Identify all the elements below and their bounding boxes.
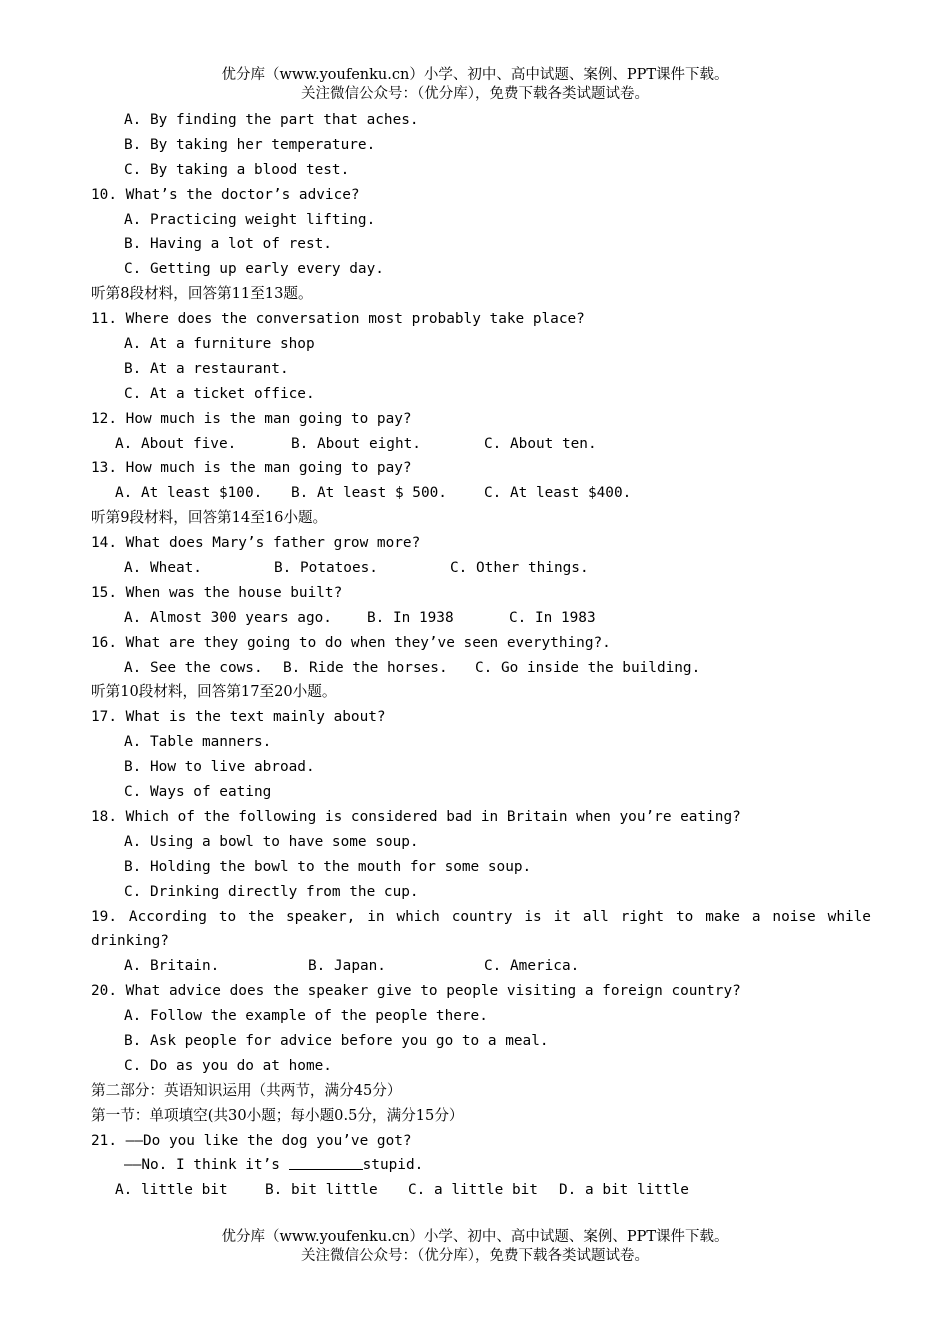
q21-line-1: 21. ——Do you like the dog you’ve got?: [91, 1132, 412, 1149]
q13-option-a: A. At least $100.: [115, 485, 263, 502]
q9-option-b: B. By taking her temperature.: [124, 136, 376, 153]
q19-word: a: [751, 908, 761, 925]
q19-stem-continued: drinking?: [91, 933, 169, 950]
footer-line-1: 优分库（www.youfenku.cn）小学、初中、高中试题、案例、PPT课件下载。: [221, 1229, 729, 1245]
q16-option-c: C. Go inside the building.: [475, 659, 701, 676]
q13-option-c: C. At least $400.: [484, 485, 632, 502]
q19-word: to: [675, 908, 694, 925]
exam-body: [91, 108, 871, 1203]
q20-option-a: A. Follow the example of the people there.: [124, 1008, 488, 1025]
q15-option-b: B. In 1938: [367, 609, 454, 626]
q17-option-a: A. Table manners.: [124, 734, 272, 751]
q19-word: which: [396, 908, 440, 925]
q10-option-b: B. Having a lot of rest.: [124, 236, 332, 253]
q15-stem: 15. When was the house built?: [91, 584, 343, 601]
part-2-section-1-heading: 第一节：单项填空(共30小题；每小题0.5分，满分15分）: [91, 1106, 464, 1124]
q19-word: speaker,: [286, 908, 356, 925]
q14-option-b: B. Potatoes.: [274, 560, 378, 577]
q12-option-c: C. About ten.: [484, 435, 597, 452]
q15-options: [91, 606, 871, 631]
q18-stem: 18. Which of the following is considered bad in Britain when you’re eating?: [91, 808, 741, 825]
q18-option-c: C. Drinking directly from the cup.: [124, 883, 419, 900]
q10-option-c: C. Getting up early every day.: [124, 261, 384, 278]
q19-option-c: C. America.: [484, 958, 580, 975]
q16-stem: 16. What are they going to do when they’ve seen everything?.: [91, 634, 611, 651]
q18-option-b: B. Holding the bowl to the mouth for some soup.: [124, 858, 532, 875]
q18-option-a: A. Using a bowl to have some soup.: [124, 833, 419, 850]
q12-option-b: B. About eight.: [291, 435, 421, 452]
q16-option-a: A. See the cows.: [124, 659, 263, 676]
page-header: [0, 66, 950, 104]
q19-word: 19.: [91, 908, 117, 925]
q19-word: country: [451, 908, 513, 925]
q14-stem: 14. What does Mary’s father grow more?: [91, 535, 421, 552]
q19-word: is: [524, 908, 542, 925]
q17-option-c: C. Ways of eating: [124, 784, 272, 801]
q19-word: all: [582, 908, 609, 925]
q19-stem: [91, 905, 871, 930]
q15-option-a: A. Almost 300 years ago.: [124, 609, 332, 626]
header-line-1: 优分库（www.youfenku.cn）小学、初中、高中试题、案例、PPT课件下载。: [221, 67, 729, 83]
q19-word: noise: [772, 908, 816, 925]
q21-option-a: A. little bit: [115, 1182, 228, 1199]
q12-options: [91, 432, 871, 457]
q14-options: [91, 556, 871, 581]
q11-option-a: A. At a furniture shop: [124, 336, 315, 353]
q13-stem: 13. How much is the man going to pay?: [91, 460, 412, 477]
section-9-heading: 听第9段材料，回答第14至16小题。: [91, 509, 328, 527]
page-footer: [0, 1228, 950, 1266]
q13-option-b: B. At least $ 500.: [291, 485, 447, 502]
q20-option-c: C. Do as you do at home.: [124, 1057, 332, 1074]
q19-word: in: [367, 908, 385, 925]
footer-line-2: 关注微信公众号：（优分库），免费下载各类试题试卷。: [301, 1248, 649, 1264]
q10-stem: 10. What’s the doctor’s advice?: [91, 186, 360, 203]
q12-stem: 12. How much is the man going to pay?: [91, 410, 412, 427]
q14-option-c: C. Other things.: [450, 560, 589, 577]
q19-word: According: [128, 908, 207, 925]
q14-option-a: A. Wheat.: [124, 560, 202, 577]
q16-options: [91, 656, 871, 681]
q12-option-a: A. About five.: [115, 435, 237, 452]
q21-line-2-before-blank: ——No. I think it’s: [124, 1157, 289, 1174]
q19-word: the: [248, 908, 275, 925]
header-line-2: 关注微信公众号：（优分库），免费下载各类试题试卷。: [301, 86, 649, 102]
q21-answer-blank: [289, 1153, 363, 1170]
q21-option-d: D. a bit little: [559, 1182, 689, 1199]
q21-option-c: C. a little bit: [408, 1182, 538, 1199]
q10-option-a: A. Practicing weight lifting.: [124, 211, 376, 228]
q16-option-b: B. Ride the horses.: [283, 659, 448, 676]
q17-stem: 17. What is the text mainly about?: [91, 709, 386, 726]
q9-option-c: C. By taking a blood test.: [124, 161, 350, 178]
q21-line-2: [91, 1153, 871, 1178]
q20-option-b: B. Ask people for advice before you go to a meal.: [124, 1032, 549, 1049]
q19-word: it: [553, 908, 571, 925]
q11-option-c: C. At a ticket office.: [124, 385, 315, 402]
section-8-heading: 听第8段材料，回答第11至13题。: [91, 285, 313, 303]
part-2-heading: 第二部分：英语知识运用（共两节，满分45分）: [91, 1081, 402, 1099]
q13-options: [91, 481, 871, 506]
q19-options: [91, 954, 871, 979]
q11-option-b: B. At a restaurant.: [124, 360, 289, 377]
q21-line-2-after-blank: stupid.: [362, 1157, 424, 1174]
q19-option-a: A. Britain.: [124, 958, 220, 975]
q21-option-b: B. bit little: [265, 1182, 378, 1199]
q19-word: while: [827, 908, 871, 925]
q17-option-b: B. How to live abroad.: [124, 759, 315, 776]
q21-options: [91, 1178, 871, 1203]
q19-word: to: [218, 908, 237, 925]
q19-word: make: [705, 908, 740, 925]
q19-option-b: B. Japan.: [308, 958, 386, 975]
q20-stem: 20. What advice does the speaker give to people visiting a foreign country?: [91, 983, 741, 1000]
q15-option-c: C. In 1983: [509, 609, 596, 626]
q19-word: right: [620, 908, 665, 925]
q9-option-a: A. By finding the part that aches.: [124, 112, 419, 128]
q11-stem: 11. Where does the conversation most probably take place?: [91, 311, 585, 328]
section-10-heading: 听第10段材料，回答第17至20小题。: [91, 683, 337, 701]
